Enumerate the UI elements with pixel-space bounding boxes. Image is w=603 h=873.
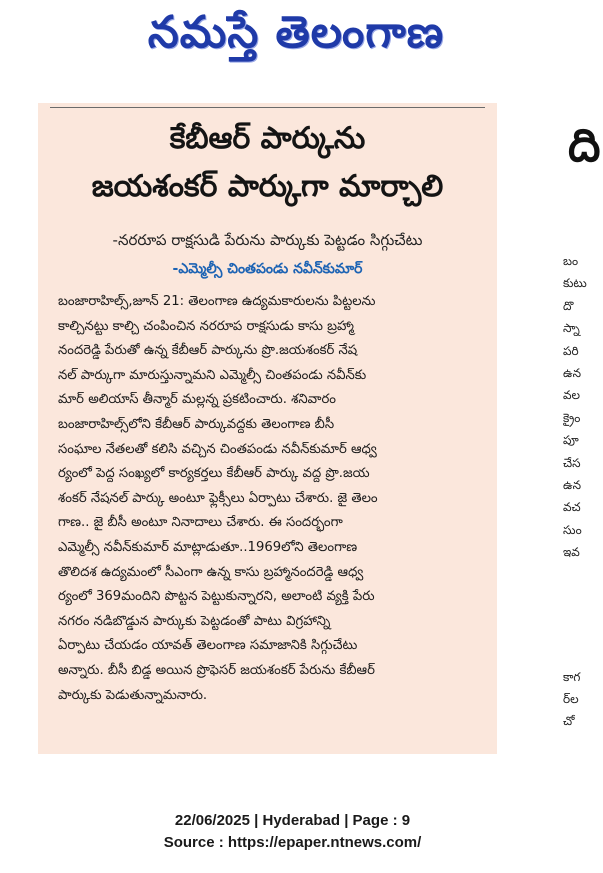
source-url: Source : https://epaper.ntnews.com/	[163, 834, 422, 851]
body-text-line: ర్యంలో పెద్ద సంఖ్యలో కార్యకర్తలు కేబీఆర్ పార్కు వద్ద ప్రొ.జయ	[58, 466, 370, 482]
adjacent-text-line: పూ	[563, 433, 579, 448]
article-subhead: -నరరూప రాక్షసుడి పేరును పార్కుకు పెట్టడం సిగ్గుచేటు	[112, 231, 423, 249]
adjacent-text-line: దొ	[563, 298, 574, 313]
body-text-line: తొలిదశ ఉద్యమంలో సీఎంగా ఉన్న కాసు బ్రహ్మానందరెడ్డి ఆధ్వ	[58, 564, 364, 580]
adjacent-text-line: ఇవ	[563, 545, 580, 560]
page-date-info: 22/06/2025 | Hyderabad | Page : 9	[174, 812, 411, 829]
adjacent-text-line: పరి	[563, 343, 579, 358]
article-body	[58, 290, 488, 708]
body-text-line: ఎమ్మెల్సీ నవీన్‌కుమార్ మాట్లాడుతూ..1969లోని తెలంగాణ	[58, 539, 358, 555]
adjacent-text-line: కాగ	[563, 670, 581, 684]
adjacent-text-line: చో	[563, 714, 575, 728]
adjacent-article-column	[563, 250, 603, 563]
body-text-line: కాల్చినట్టు కాల్చి చంపించిన నరరూప రాక్షసుడు కాసు బ్రహ్మా	[58, 318, 354, 334]
adjacent-article-headline: ది	[568, 118, 601, 172]
newspaper-masthead: నమస్తే తెలంగాణ	[147, 7, 445, 58]
body-text-line: ఏర్పాటు చేయడం యావత్ తెలంగాణ సమాజానికి సిగ్గుచేటు	[58, 638, 358, 654]
body-text-line: నగరం నడిబొడ్డున పార్కుకు పెట్టడంతో పాటు విగ్రహాన్ని	[58, 613, 331, 629]
adjacent-text-line: చేస	[563, 455, 581, 470]
body-text-line: పార్కుకు పెడుతున్నామనారు.	[58, 687, 208, 703]
headline-line-2: జయశంకర్ పార్కుగా మార్చాలి	[91, 169, 444, 204]
adjacent-text-line: వచ	[563, 500, 581, 515]
adjacent-text-line: క్రైం	[563, 410, 581, 425]
body-text-line: మార్ అలియాస్ తీన్మార్ మల్లన్న ప్రకటించారు. శనివారం	[58, 392, 336, 408]
news-article	[38, 103, 497, 754]
article-byline: -ఎమ్మెల్సీ చింతపండు నవీన్‌కుమార్	[172, 261, 363, 277]
headline-line-1: కేబీఆర్ పార్కును	[169, 121, 366, 156]
body-text-line: సంఘాల నేతలతో కలిసి వచ్చిన చింతపండు నవీన్‌కుమార్ ఆధ్వ	[58, 441, 377, 457]
body-text-line: గాణ.. జై బీసీ అంటూ నినాదాలు చేశారు. ఈ సందర్భంగా	[58, 515, 343, 531]
body-text-line: నల్ పార్కుగా మారుస్తున్నామని ఎమ్మెల్సీ చింతపండు నవీన్‌కు	[58, 367, 367, 383]
adjacent-text-line: కుటు	[563, 276, 587, 291]
body-text-line: బంజారాహిల్స్‌లోని కేబీఆర్ పార్కువద్దకు తెలంగాణ బీసీ	[58, 416, 335, 432]
top-rule	[50, 107, 485, 108]
adjacent-text-line: ఉన	[563, 365, 582, 380]
adjacent-text-line: సుం	[563, 522, 582, 537]
adjacent-text-line: ఉన	[563, 477, 582, 492]
adjacent-text-line: ర్‌ల	[563, 692, 579, 706]
body-text-line: అన్నారు. బీసీ బిడ్డ అయిన ప్రొఫెసర్ జయశంకర్ పేరును కేబీఆర్	[58, 662, 375, 678]
adjacent-text-line: వల	[563, 388, 581, 403]
adjacent-text-line: బం	[563, 254, 579, 268]
body-text-line: ర్యంలో 369మందిని పొట్టన పెట్టుకున్నారని, అలాంటి వ్యక్తి పేరు	[58, 589, 375, 605]
body-text-line: శంకర్ నేషనల్ పార్కు అంటూ ఫ్లెక్సీలు ఏర్పాటు చేశారు. జై తెలం	[58, 490, 378, 506]
body-text-line: బంజారాహిల్స్,జూన్ 21: తెలంగాణ ఉద్యమకారులను పిట్టలను	[58, 294, 376, 309]
body-text-line: నందరెడ్డి పేరుతో ఉన్న కేబీఆర్ పార్కును ప్రొ.జయశంకర్ నేష	[58, 343, 358, 359]
adjacent-article-column-lower	[563, 666, 603, 732]
adjacent-text-line: స్నా	[563, 321, 580, 336]
